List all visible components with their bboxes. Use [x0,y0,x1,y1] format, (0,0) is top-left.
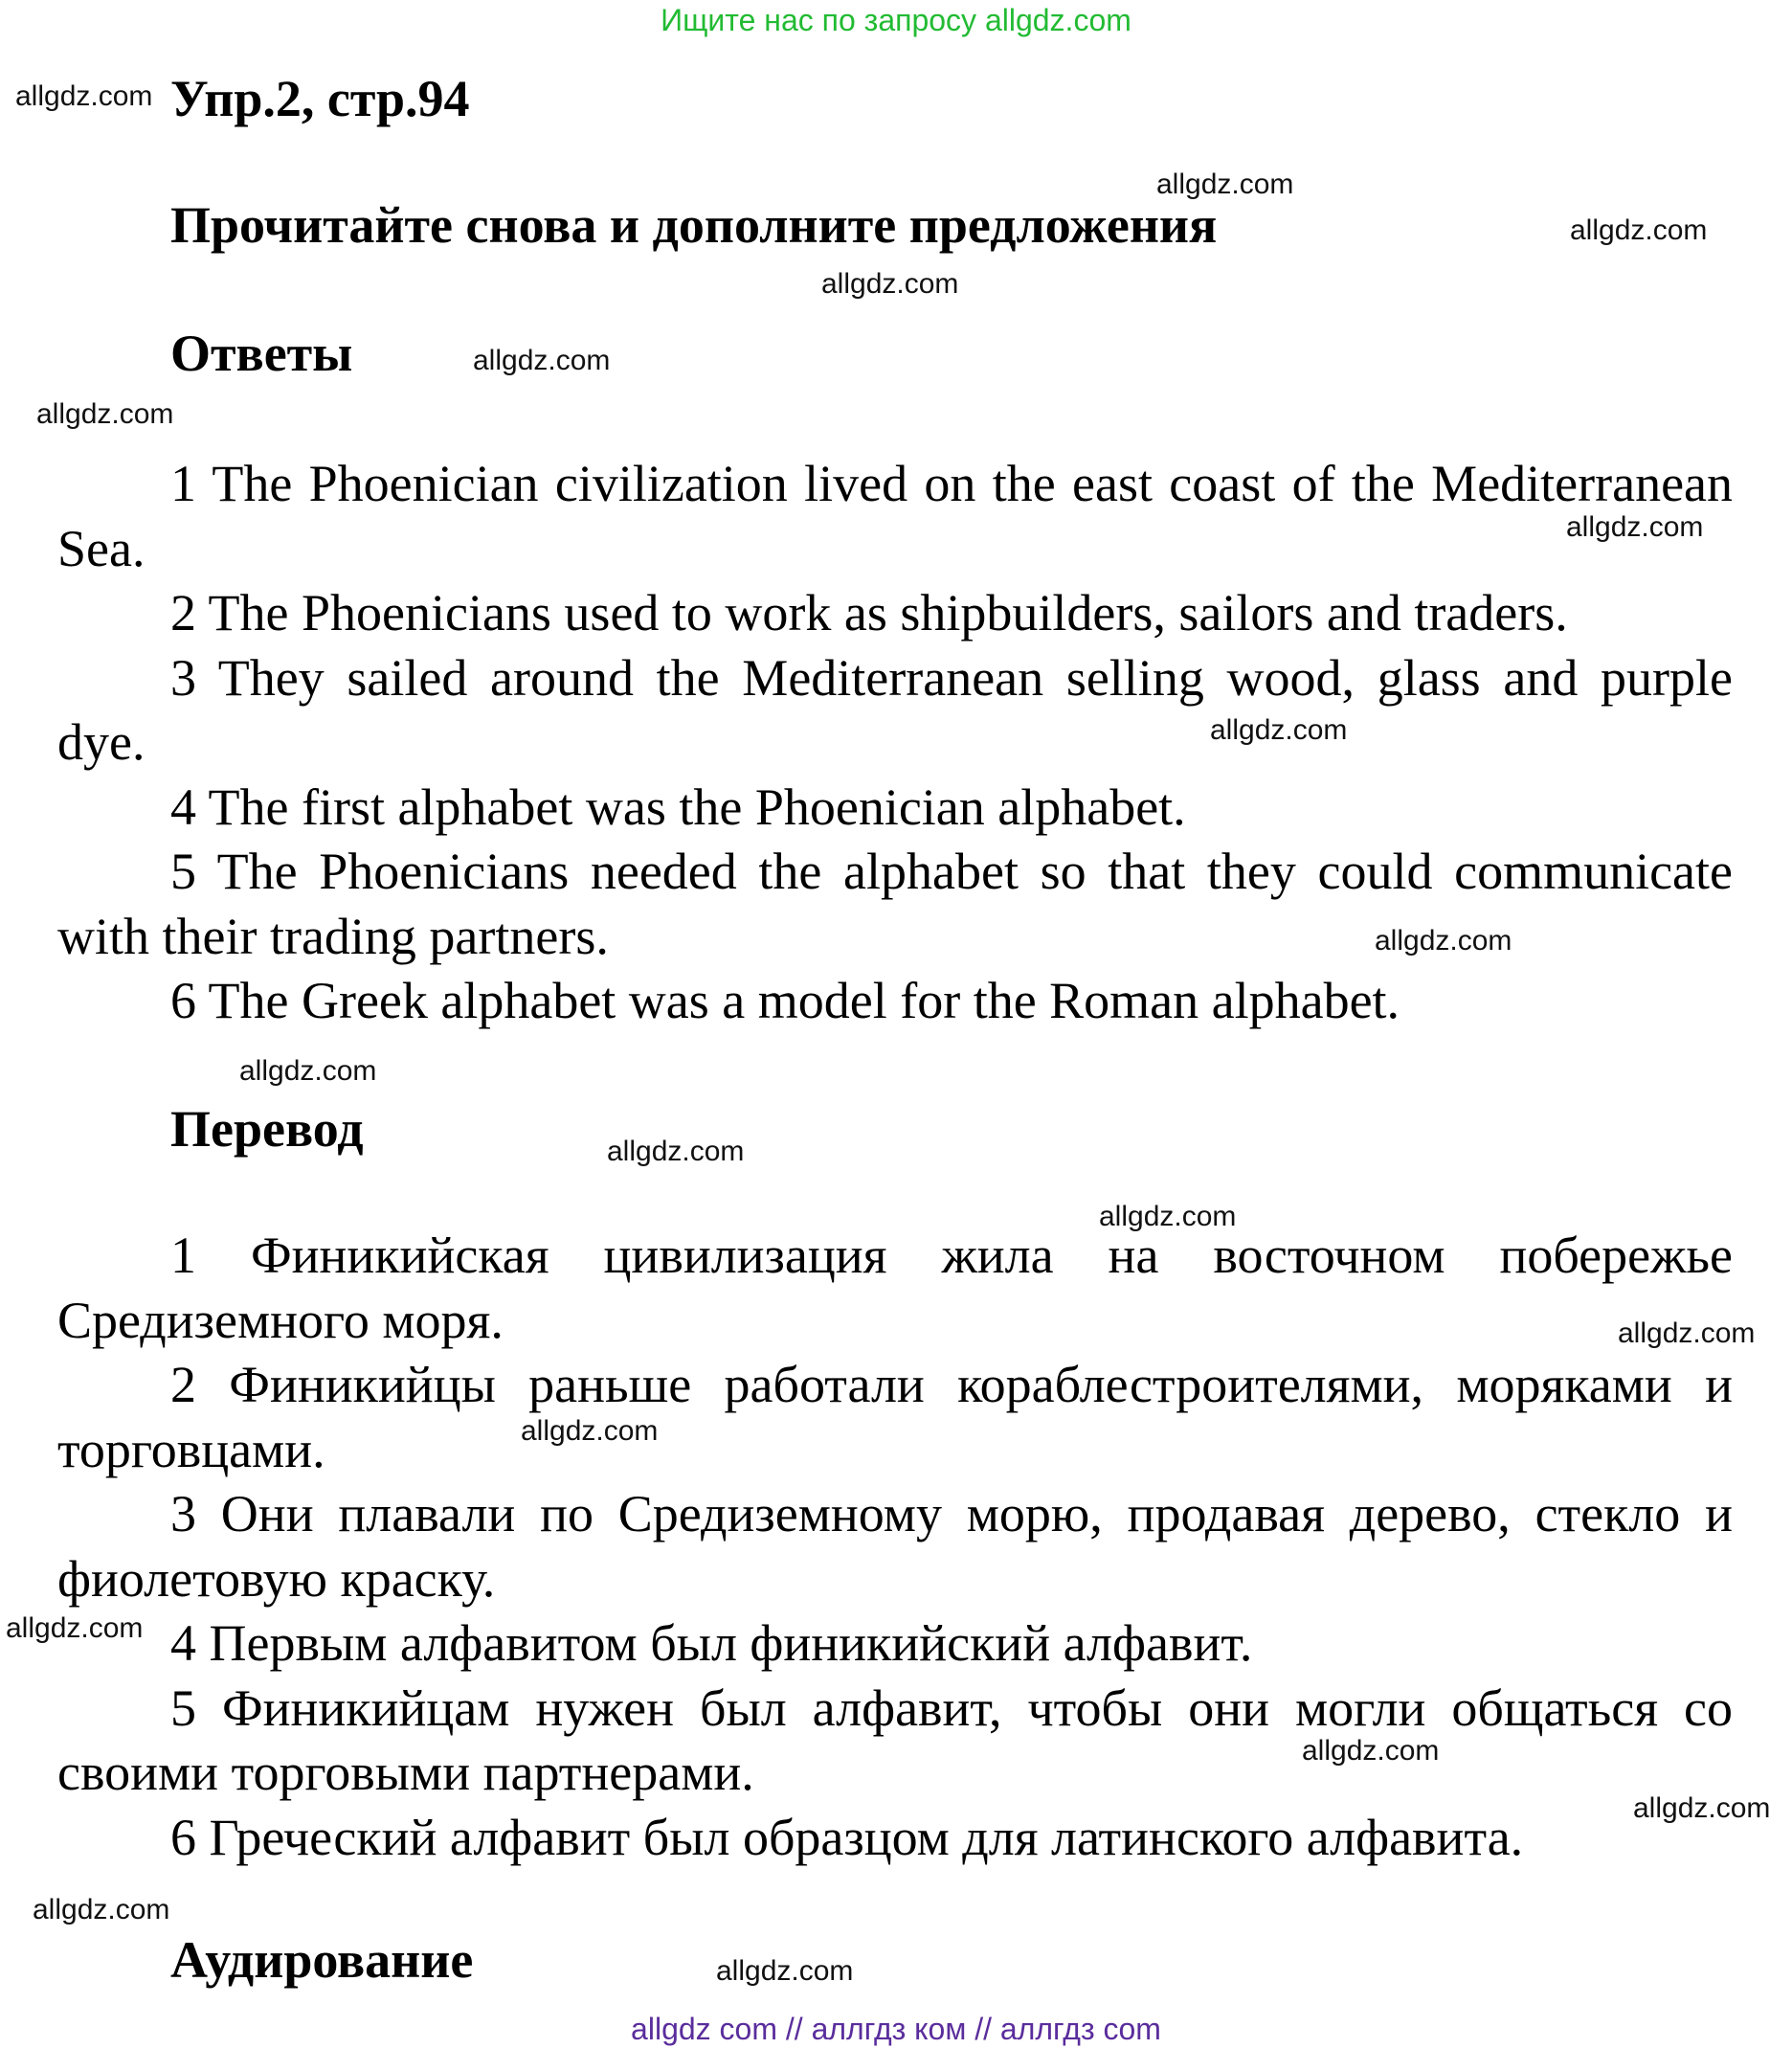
watermark: allgdz.com [607,1136,745,1167]
answers-heading: Ответы [170,325,353,382]
answer-item: 1 The Phoenician civilization lived on the east coast of the Mediterranean Sea. [57,455,1733,577]
translation-item: 5 Финикийцам нужен был алфавит, чтобы они могли общаться со своими торговыми партнерами. [57,1678,1733,1801]
watermark: allgdz.com [1618,1317,1756,1349]
watermark: allgdz.com [1633,1792,1771,1824]
instruction-heading: Прочитайте снова и дополните предложения [170,196,1218,254]
watermark: allgdz.com [239,1055,377,1087]
translation-list [57,1224,1733,1870]
translation-item: 3 Они плавали по Средиземному морю, продавая дерево, стекло и фиолетовую краску. [57,1485,1733,1608]
bottom-banner: allgdz com // аллгдз ком // аллгдз com [631,2012,1161,2046]
watermark: allgdz.com [15,80,153,112]
watermark: allgdz.com [1156,169,1294,200]
answer-item: 5 The Phoenicians needed the alphabet so that they could communicate with their trading partners. [57,843,1733,965]
translation-item: 1 Финикийская цивилизация жила на восточном побережье Средиземного моря. [57,1227,1733,1349]
watermark: allgdz.com [1375,925,1512,957]
watermark: allgdz.com [6,1612,144,1644]
translation-item: 6 Греческий алфавит был образцом для латинского алфавита. [170,1808,1524,1866]
answer-item: 4 The first alphabet was the Phoenician alphabet. [170,777,1186,836]
watermark: allgdz.com [473,345,611,376]
watermark: allgdz.com [1099,1201,1237,1232]
watermark: allgdz.com [1210,714,1348,746]
translation-item: 4 Первым алфавитом был финикийский алфавит. [170,1614,1253,1672]
translation-item: 2 Финикийцы раньше работали кораблестроителями, моряками и торговцами. [57,1356,1733,1478]
watermark: allgdz.com [1302,1735,1440,1767]
watermark: allgdz.com [521,1415,659,1447]
watermark: allgdz.com [33,1894,170,1925]
watermark: allgdz.com [36,398,174,430]
watermark: allgdz.com [1570,214,1708,246]
page-title: Упр.2, стр.94 [170,70,470,127]
answer-item: 6 The Greek alphabet was a model for the Roman alphabet. [170,972,1400,1029]
top-banner: Ищите нас по запросу allgdz.com [661,3,1131,37]
watermark: allgdz.com [821,268,959,300]
translation-heading: Перевод [170,1100,364,1158]
watermark: allgdz.com [1566,511,1704,543]
answer-item: 3 They sailed around the Mediterranean selling wood, glass and purple dye. [57,648,1733,771]
watermark: allgdz.com [716,1955,854,1987]
listening-heading: Аудирование [170,1931,474,1989]
answer-item: 2 The Phoenicians used to work as shipbuilders, sailors and traders. [170,584,1568,642]
